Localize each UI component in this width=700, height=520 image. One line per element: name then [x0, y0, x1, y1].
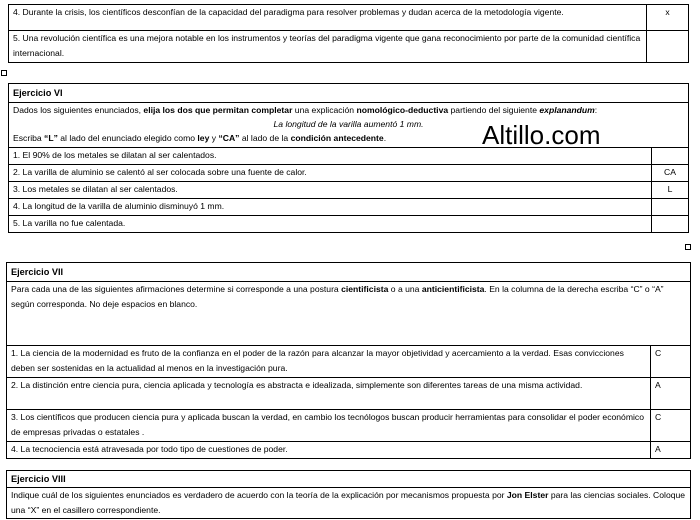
answer-cell[interactable]: A — [651, 378, 691, 410]
exercise-title: Ejercicio VIII — [7, 471, 691, 488]
answer-cell[interactable]: L — [652, 182, 689, 199]
instructions-line-2: Escriba “L” al lado del enunciado elegido como ley y “CA” al lado de la condición antecedente. — [13, 133, 387, 143]
answer-cell[interactable] — [652, 216, 689, 233]
table-row — [7, 442, 691, 459]
instructions: Para cada una de las siguientes afirmaciones determine si corresponde a una postura cientificista o a una anticientificista. En la columna de la derecha escriba “C” o “A” según corresponda. No deje espacios en blanco. — [7, 282, 691, 346]
statement-text: 1. El 90% de los metales se dilatan al ser calentados. — [9, 148, 652, 165]
previous-exercise-table — [8, 4, 689, 63]
table-resize-handle[interactable] — [685, 244, 691, 250]
statement-text: 4. La longitud de la varilla de aluminio disminuyó 1 mm. — [9, 199, 652, 216]
answer-cell[interactable]: A — [651, 442, 691, 459]
section-header-row — [7, 263, 691, 282]
exercise-8-table — [6, 470, 691, 519]
statement-text: 2. La varilla de aluminio se calentó al ser colocada sobre una fuente de calor. — [9, 165, 652, 182]
statement-text: 1. La ciencia de la modernidad es fruto de la confianza en el poder de la razón para alcanzar la mayor objetividad y acercamiento a la verdad. Esas convicciones deben ser sostenidas en la actualidad al menos en la investigación pura. — [7, 346, 651, 378]
table-row — [7, 346, 691, 378]
explanandum: La longitud de la varilla aumentó 1 mm. — [273, 119, 424, 129]
watermark: Altillo.com — [482, 120, 601, 150]
answer-cell[interactable] — [652, 199, 689, 216]
table-row — [9, 5, 689, 31]
table-row — [7, 410, 691, 442]
answer-cell[interactable]: C — [651, 410, 691, 442]
statement-text: 4. La tecnociencia está atravesada por todo tipo de cuestiones de poder. — [7, 442, 651, 459]
instructions-line-1: Dados los siguientes enunciados, elija los dos que permitan completar una explicación nomológico-deductiva partiendo del siguiente explanandum: — [13, 105, 598, 115]
statement-text: 3. Los científicos que producen ciencia pura y aplicada buscan la verdad, en cambio los tecnólogos buscan producir herramientas para consolidar el poder económico de empresas privadas o estatales . — [7, 410, 651, 442]
section-header-row — [9, 84, 689, 103]
statement-text: 3. Los metales se dilatan al ser calentados. — [9, 182, 652, 199]
exercise-title: Ejercicio VI — [9, 84, 689, 103]
table-row — [7, 378, 691, 410]
exercise-7-table — [6, 262, 691, 459]
exercise-title: Ejercicio VII — [7, 263, 691, 282]
exercise-6-table — [8, 83, 689, 233]
statement-text: 5. La varilla no fue calentada. — [9, 216, 652, 233]
answer-cell[interactable]: CA — [652, 165, 689, 182]
answer-cell[interactable] — [652, 148, 689, 165]
statement-text: 5. Una revolución científica es una mejora notable en los instrumentos y teorías del paradigma vigente que gana reconocimiento por parte de la comunidad científica internacional. — [9, 31, 647, 63]
table-move-handle[interactable] — [1, 70, 7, 76]
table-row — [9, 199, 689, 216]
table-row — [9, 165, 689, 182]
table-row — [9, 182, 689, 199]
table-row — [9, 216, 689, 233]
statement-text: 4. Durante la crisis, los científicos desconfían de la capacidad del paradigma para resolver problemas y dudan acerca de la metodología vigente. — [9, 5, 647, 31]
instructions-row — [7, 488, 691, 519]
section-header-row — [7, 471, 691, 488]
instructions: Indique cuál de los siguientes enunciados es verdadero de acuerdo con la teoría de la explicación por mecanismos propuesta por Jon Elster para las ciencias sociales. Coloque una “X” en el casillero correspondiente. — [7, 488, 691, 519]
statement-text: 2. La distinción entre ciencia pura, ciencia aplicada y tecnología es abstracta e idealizada, simplemente son diferentes tareas de una misma actividad. — [7, 378, 651, 410]
answer-cell[interactable] — [647, 31, 689, 63]
table-row — [9, 31, 689, 63]
answer-cell[interactable]: x — [647, 5, 689, 31]
instructions-row — [7, 282, 691, 346]
answer-cell[interactable]: C — [651, 346, 691, 378]
